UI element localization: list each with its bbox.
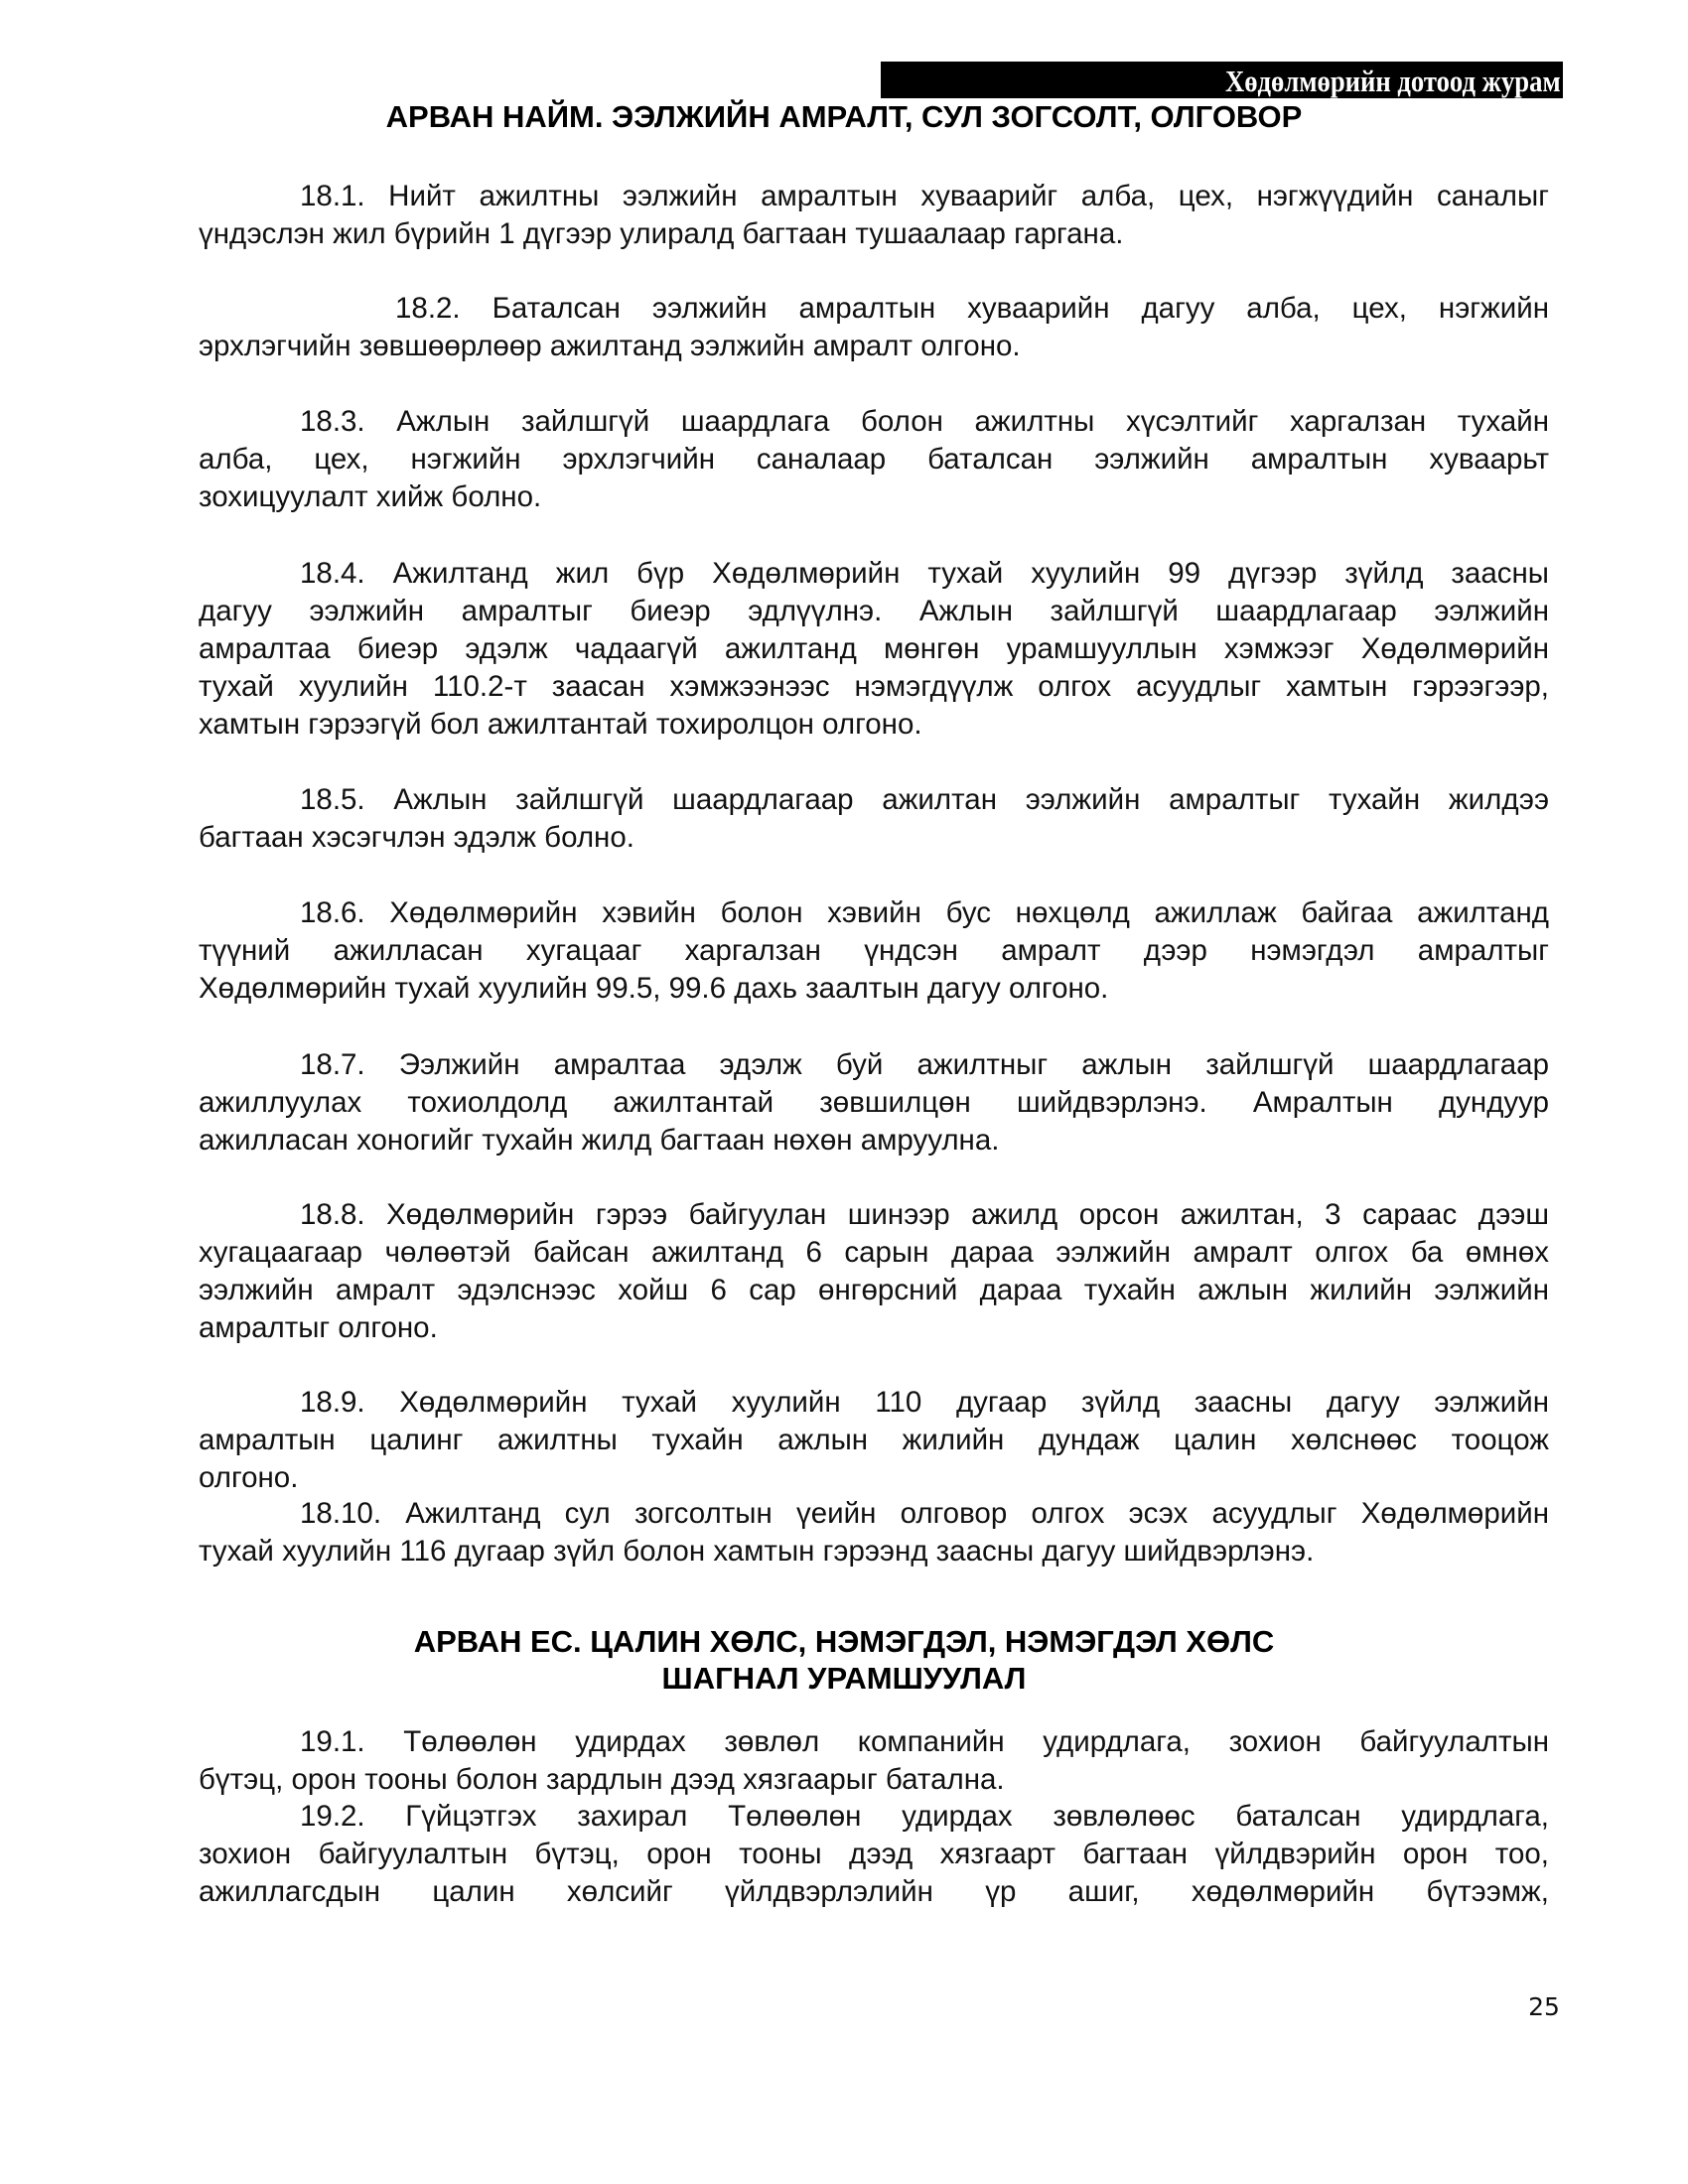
paragraph-line: амралтыг олгоно.: [199, 1311, 438, 1344]
paragraph-line: 18.8. Хөдөлмөрийн гэрээ байгуулан шинээр ажилд орсон ажилтан, 3 сараас дээш: [300, 1198, 1549, 1231]
paragraph-line: дагуу ээлжийн амралтыг биеэр эдлүүлнэ. Ажлын зайлшгүй шаардлагаар ээлжийн: [199, 595, 1549, 627]
running-header-bar: [881, 62, 1563, 98]
paragraph-line: ээлжийн амралт эдэлснээс хойш 6 сар өнгөрсний дараа тухайн ажлын жилийн ээлжийн: [199, 1274, 1549, 1306]
paragraph-line: зохион байгуулалтын бүтэц, орон тооны дээд хязгаарт багтаан үйлдвэрийн орон тоо,: [199, 1838, 1549, 1870]
paragraph-line: олгоно.: [199, 1461, 299, 1494]
paragraph-line: 18.2. Баталсан ээлжийн амралтын хуваарийн дагуу алба, цех, нэгжийн: [395, 292, 1549, 325]
paragraph-line: амралтаа биеэр эдэлж чадаагүй ажилтанд мөнгөн урамшууллын хэмжээг Хөдөлмөрийн: [199, 632, 1549, 665]
paragraph-line: түүний ажилласан хугацааг харгалзан үндсэн амралт дээр нэмэгдэл амралтыг: [199, 934, 1549, 967]
paragraph-line: Хөдөлмөрийн тухай хуулийн 99.5, 99.6 дахь заалтын дагуу олгоно.: [199, 972, 1109, 1005]
paragraph-line: 18.10. Ажилтанд сул зогсолтын үеийн олговор олгох эсэх асуудлыг Хөдөлмөрийн: [300, 1497, 1549, 1530]
paragraph-line: хамтын гэрээгүй бол ажилтантай тохиролцон олгоно.: [199, 708, 922, 741]
paragraph-line: 19.1. Төлөөлөн удирдах зөвлөл компанийн удирдлага, зохион байгуулалтын: [300, 1725, 1549, 1758]
paragraph-line: 18.5. Ажлын зайлшгүй шаардлагаар ажилтан ээлжийн амралтыг тухайн жилдээ: [300, 783, 1549, 816]
section-19-title-line-1: АРВАН ЕС. ЦАЛИН ХӨЛС, НЭМЭГДЭЛ, НЭМЭГДЭЛ ХӨЛС: [413, 1624, 1275, 1659]
paragraph-line: амралтын цалинг ажилтны тухайн ажлын жилийн дундаж цалин хөлснөөс тооцож: [199, 1424, 1549, 1456]
paragraph-line: эрхлэгчийн зөвшөөрлөөр ажилтанд ээлжийн амралт олгоно.: [199, 330, 1021, 362]
page-number: 25: [1528, 1992, 1560, 2021]
paragraph-line: 18.6. Хөдөлмөрийн хэвийн болон хэвийн бус нөхцөлд ажиллаж байгаа ажилтанд: [300, 896, 1549, 929]
paragraph-line: ажиллуулах тохиолдолд ажилтантай зөвшилцөн шийдвэрлэнэ. Амралтын дундуур: [199, 1086, 1549, 1119]
section-19-title-line-2: ШАГНАЛ УРАМШУУЛАЛ: [661, 1661, 1027, 1696]
paragraph-line: зохицуулалт хийж болно.: [199, 480, 542, 513]
paragraph-line: тухай хуулийн 116 дугаар зүйл болон хамтын гэрээнд заасны дагуу шийдвэрлэнэ.: [199, 1535, 1315, 1568]
paragraph-line: ажилласан хоногийг тухайн жилд багтаан нөхөн амруулна.: [199, 1124, 1000, 1157]
paragraph-line: бүтэц, орон тооны болон зардлын дээд хязгаарыг батална.: [199, 1763, 1005, 1796]
paragraph-line: 19.2. Гүйцэтгэх захирал Төлөөлөн удирдах зөвлөлөөс баталсан удирдлага,: [300, 1800, 1549, 1833]
paragraph-line: багтаан хэсэгчлэн эдэлж болно.: [199, 821, 634, 854]
paragraph-line: тухай хуулийн 110.2-т заасан хэмжээнээс нэмэгдүүлж олгох асуудлыг хамтын гэрээгээр,: [199, 670, 1549, 703]
section-18-title: АРВАН НАЙМ. ЭЭЛЖИЙН АМРАЛТ, СУЛ ЗОГСОЛТ, ОЛГОВОР: [385, 99, 1303, 134]
paragraph-line: 18.7. Ээлжийн амралтаа эдэлж буй ажилтныг ажлын зайлшгүй шаардлагаар: [300, 1048, 1549, 1081]
paragraph-line: 18.9. Хөдөлмөрийн тухай хуулийн 110 дугаар зүйлд заасны дагуу ээлжийн: [300, 1386, 1549, 1419]
paragraph-line: хугацаагаар чөлөөтэй байсан ажилтанд 6 сарын дараа ээлжийн амралт олгох ба өмнөх: [199, 1236, 1549, 1269]
paragraph-line: ажиллагсдын цалин хөлсийг үйлдвэрлэлийн үр ашиг, хөдөлмөрийн бүтээмж,: [199, 1875, 1549, 1908]
paragraph-line: 18.3. Ажлын зайлшгүй шаардлага болон ажилтны хүсэлтийг харгалзан тухайн: [300, 405, 1549, 438]
paragraph-line: 18.4. Ажилтанд жил бүр Хөдөлмөрийн тухай хуулийн 99 дүгээр зүйлд заасны: [300, 557, 1549, 590]
paragraph-line: алба, цех, нэгжийн эрхлэгчийн саналаар баталсан ээлжийн амралтын хуваарьт: [199, 443, 1549, 476]
running-header-title: Хөдөлмөрийн дотоод журам: [1225, 64, 1561, 98]
paragraph-line: үндэслэн жил бүрийн 1 дүгээр улиралд багтаан тушаалаар гаргана.: [199, 217, 1124, 250]
paragraph-line: 18.1. Нийт ажилтны ээлжийн амралтын хуваарийг алба, цех, нэгжүүдийн саналыг: [300, 180, 1549, 212]
